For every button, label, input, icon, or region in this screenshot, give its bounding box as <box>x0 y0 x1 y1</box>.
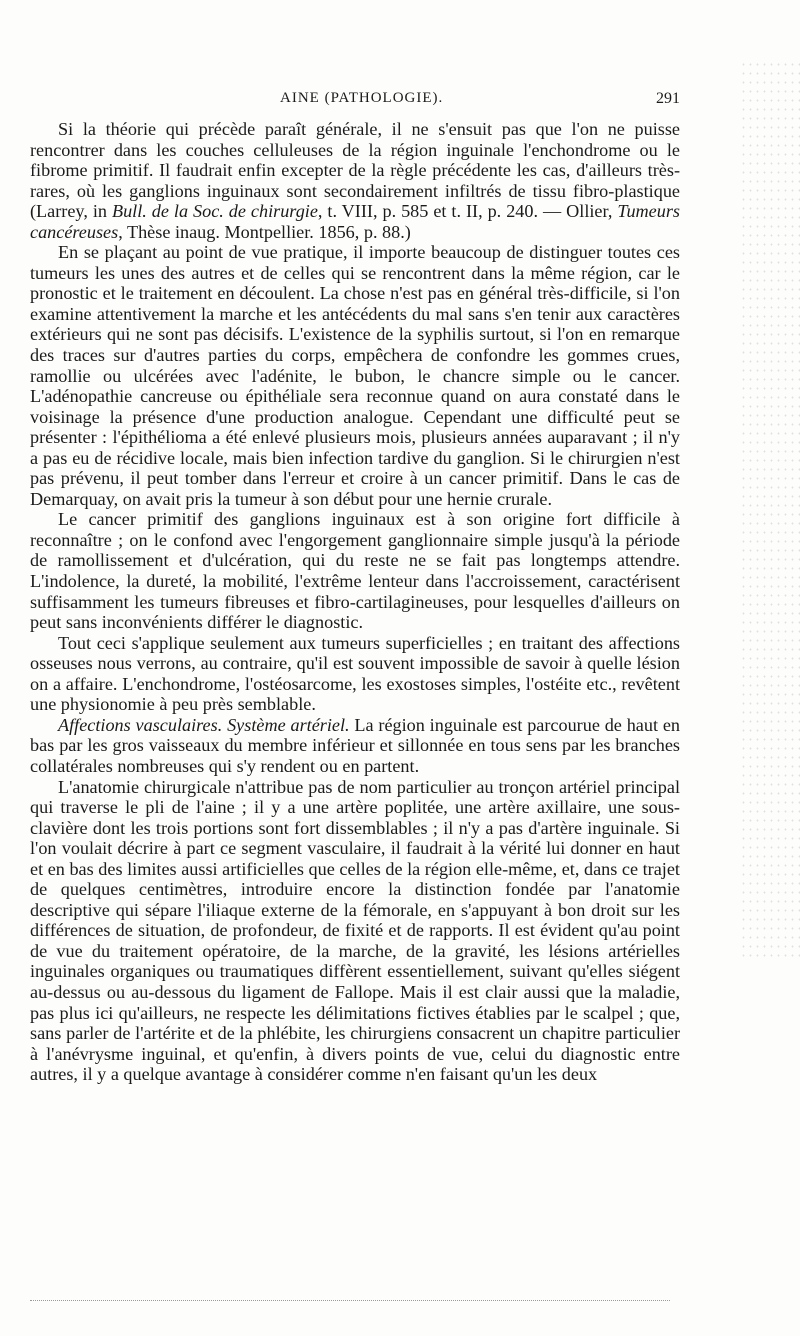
paragraph-1 <box>30 119 680 242</box>
page-number: 291 <box>656 90 680 107</box>
running-header <box>60 90 680 114</box>
paragraph-1-text-3: , Thèse inaug. Montpellier. 1856, p. 88.) <box>118 221 411 242</box>
paragraph-1-text-2: , t. VIII, p. 585 et t. II, p. 240. — Ollier, <box>317 201 618 222</box>
paragraph-6: L'anatomie chirurgicale n'attribue pas de nom particulier au tronçon artériel principal qui traverse le pli de l'aine ; il y a une artère poplitée, une artère axillaire, une sous-clavière dont les trois portions sont fort dissemblables ; il n'y a pas d'artère inguinale. Si l'on voulait décrire à part ce segment vasculaire, il faudrait à la vérité lui donner en haut et en bas des limites aussi artificielles que celles de la région elle-même, et, dans ce trajet de quelques centimètres, introduire encore la distinction fondée par l'anatomie descriptive qui sépare l'iliaque externe de la fémorale, en s'appuyant à bon droit sur les différences de situation, de profondeur, de fixité et de rapports. Il est évident qu'au point de vue du traitement opératoire, de la marche, de la gravité, les lésions artérielles inguinales organiques ou traumatiques diffèrent essentiellement, suivant qu'elles siégent au-dessus ou au-dessous du ligament de Fallope. Mais il est clair aussi que la maladie, pas plus ici qu'ailleurs, ne respecte les délimitations fictives établies par le scalpel ; que, sans parler de l'artérite et de la phlébite, les chirurgiens consacrent un chapitre particulier à l'anévrysme inguinal, et qu'enfin, à divers points de vue, celui du diagnostic entre autres, il y a quelque avantage à considérer comme n'en faisant qu'un les deux <box>30 776 680 1085</box>
paragraph-3: Le cancer primitif des ganglions inguinaux est à son origine fort difficile à reconnaître ; on le confond avec l'engorgement ganglionnaire simple jusqu'à la période de ramollissement et d'ulcération, qui du reste ne se fait pas longtemps attendre. L'indolence, la dureté, la mobilité, l'extrême lenteur dans l'accroissement, caractérisent suffisamment les tumeurs fibreuses et fibro-cartilagineuses, pour lesquelles d'ailleurs on peut sans inconvénients différer le diagnostic. <box>30 509 680 633</box>
section-heading: Affections vasculaires. Système artériel. <box>58 714 350 735</box>
paragraph-5 <box>30 715 680 777</box>
paragraph-1-text-1: Si la théorie qui précède paraît générale, il ne s'ensuit pas que l'on ne puisse rencontrer dans les couches celluleuses de la région inguinale l'enchondrome ou le fibrome primitif. Il faudrait enfin excepter de la règle précédente les cas, d'ailleurs très-rares, où les ganglions inguinaux sont secondairement infiltrés de tissu fibro-plastique (Larrey, in <box>30 119 680 222</box>
paragraph-5-text: La région inguinale est parcourue de haut en bas par les gros vaisseaux du membre inférieur et sillonnée en tous sens par les branches collatérales nombreuses qui s'y rendent ou en partent. <box>30 714 680 776</box>
thesis-title: Tumeurs cancéreuses <box>30 201 681 242</box>
scan-speckle <box>740 60 800 960</box>
journal-title: Bull. de la Soc. de chirurgie <box>111 201 318 222</box>
page-body <box>30 119 680 1085</box>
paragraph-4: Tout ceci s'applique seulement aux tumeurs superficielles ; en traitant des affections osseuses nous verrons, au contraire, qu'il est souvent impossible de savoir à quelle lésion on a affaire. L'enchondrome, l'ostéosarcome, les exostoses simples, l'ostéite etc., revêtent une physionomie à peu près semblable. <box>30 632 680 715</box>
paragraph-2: En se plaçant au point de vue pratique, il importe beaucoup de distinguer toutes ces tumeurs les unes des autres et de celles qui se rencontrent dans la même région, car le pronostic et le traitement en découlent. La chose n'est pas en général très-difficile, si l'on examine attentivement la marche et les antécédents du mal sans s'en tenir aux caractères extérieurs qui ne sont pas décisifs. L'existence de la syphilis surtout, si l'on en remarque des traces sur d'autres parties du corps, empêchera de confondre les gommes crues, ramollie ou ulcérées avec l'adénite, le bubon, le chancre simple ou le cancer. L'adénopathie cancreuse ou épithéliale sera reconnue quand on aura constaté dans le voisinage la présence d'une production analogue. Cependant une difficulté peut se présenter : l'épithélioma a été enlevé plusieurs mois, plusieurs années auparavant ; il n'y a pas eu de récidive locale, mais bien infection tardive du ganglion. Si le chirurgien n'est pas prévenu, il peut tomber dans l'erreur et croire à un cancer primitif. Dans le cas de Demarquay, on avait pris la tumeur à son début pour une hernie crurale. <box>30 242 680 509</box>
running-title: AINE (PATHOLOGIE). <box>280 90 444 106</box>
footer-rule <box>30 1300 670 1301</box>
